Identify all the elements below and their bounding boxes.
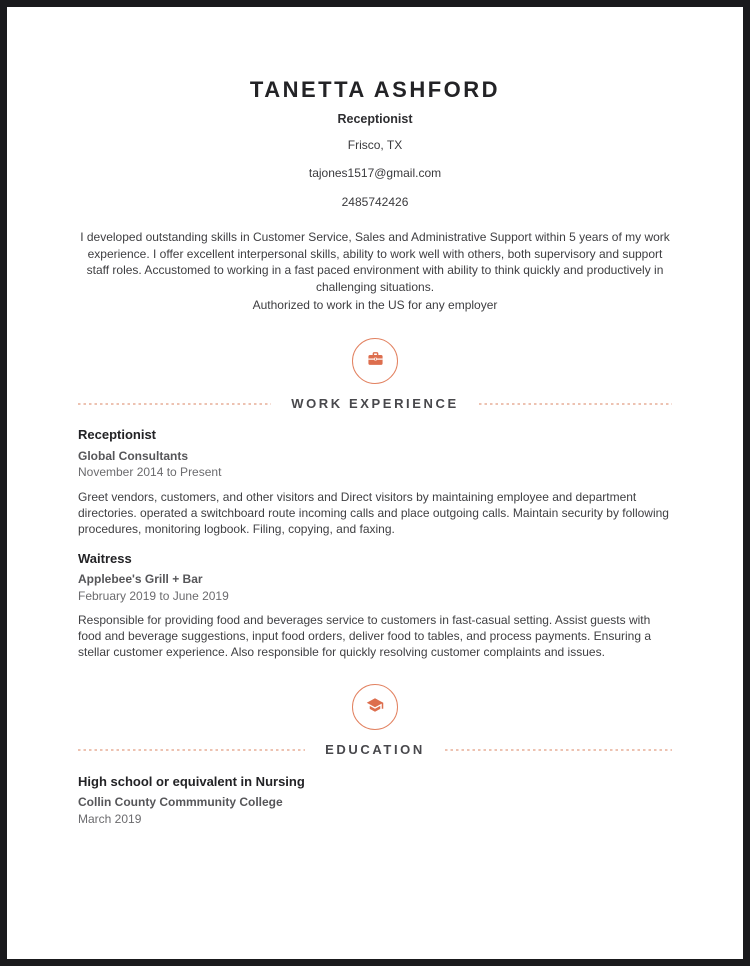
- resume-content: [7, 79, 743, 826]
- briefcase-icon: [367, 350, 384, 372]
- education-section-title-row: [78, 742, 672, 758]
- resume-header: [78, 79, 672, 314]
- job-company: Global Consultants: [78, 448, 189, 463]
- dotted-divider-left: [78, 403, 271, 405]
- job-description: Responsible for providing food and beverages service to customers in fast-casual setting. Assist guests with food and beverage suggestions, input food orders, deliver food to tables, and process payments. Ensuring a stellar customer experience. Also responsible for quickly resolving customer complaints and issues.: [78, 613, 652, 660]
- job-entries: [78, 427, 672, 660]
- education-section-title: EDUCATION: [325, 742, 425, 758]
- education-section-icon-circle: [352, 684, 398, 730]
- job-company: Applebee's Grill + Bar: [78, 572, 203, 587]
- job-title: Receptionist: [78, 427, 157, 443]
- education-section: [78, 684, 672, 826]
- job-entry: [78, 427, 672, 536]
- job-dates: November 2014 to Present: [78, 465, 222, 480]
- candidate-role: Receptionist: [337, 112, 413, 126]
- job-entry: [78, 551, 672, 660]
- work-section-title-row: [78, 396, 672, 412]
- resume-page: [7, 7, 743, 959]
- education-date: March 2019: [78, 811, 142, 826]
- dotted-divider-right: [445, 749, 672, 751]
- job-description: Greet vendors, customers, and other visitors and Direct visitors by maintaining employee and department directories. operated a switchboard route incoming calls and place outgoing calls. Maintain security by following procedures, monitoring logbook. Filing, copying, and faxing.: [78, 489, 669, 536]
- candidate-location: Frisco, TX: [347, 137, 403, 152]
- job-title: Waitress: [78, 550, 132, 566]
- candidate-phone: 2485742426: [341, 194, 409, 209]
- work-section-title: WORK EXPERIENCE: [291, 395, 459, 411]
- dotted-divider-left: [78, 749, 305, 751]
- dotted-divider-right: [479, 403, 672, 405]
- work-experience-section: [78, 338, 672, 660]
- education-entries: [78, 774, 672, 826]
- graduation-cap-icon: [366, 696, 384, 719]
- work-section-icon-circle: [352, 338, 398, 384]
- job-dates: February 2019 to June 2019: [78, 588, 229, 603]
- candidate-name: TANETTA ASHFORD: [249, 77, 501, 102]
- education-entry: [78, 774, 672, 826]
- education-school: Collin County Commmunity College: [78, 795, 283, 810]
- candidate-email: tajones1517@gmail.com: [308, 166, 442, 181]
- education-degree: High school or equivalent in Nursing: [78, 773, 305, 789]
- authorization-text: Authorized to work in the US for any employer: [252, 298, 498, 313]
- summary-text: I developed outstanding skills in Customer Service, Sales and Administrative Support within 5 years of my work experience. I offer excellent interpersonal skills, ability to work well with others, both supervisory and support staff roles. Accustomed to working in a fast paced environment with ability to think quickly and productively in challenging situations.: [80, 230, 670, 294]
